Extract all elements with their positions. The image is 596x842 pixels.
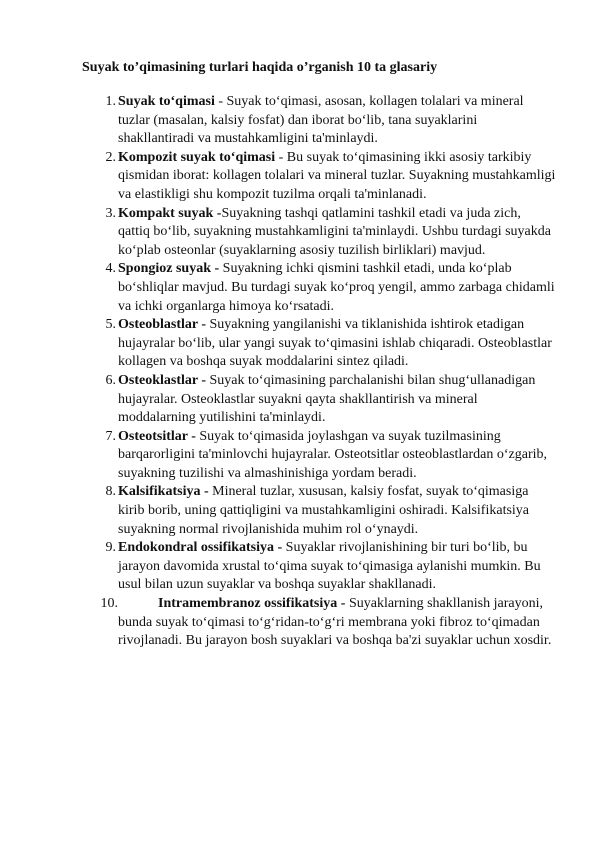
glossary-item-2 [0, 149, 596, 205]
glossary-item-10 [0, 595, 596, 651]
item-term: Spongioz suyak - [118, 261, 220, 277]
item-term: Osteoblastlar - [118, 317, 207, 333]
item-number: 9. [105, 540, 116, 556]
item-definition: Suyak to‘qimasining parchalanishi bilan shug‘ullanadigan hujayralar. Osteoklastlar suyakni qayta shakllantirish va mineral moddalarning yutilishini ta'minlaydi. [118, 372, 536, 426]
item-definition: Suyakning yangilanishi va tiklanishida ishtirok etadigan hujayralar bo‘lib, ular yangi suyak to‘qimasini ishlab chiqaradi. Osteoblastlar kollagen va boshqa suyak moddalarini sintez qiladi. [118, 317, 552, 370]
item-definition: Suyaklarning shakllanish jarayoni, bunda suyak to‘qimasi to‘g‘ridan-to‘g‘ri membrana yoki fibroz to‘qimadan rivojlanadi. Bu jarayon bosh suyaklari va boshqa ba'zi suyaklar uchun xosdir. [118, 596, 552, 649]
item-number: 10. [100, 596, 118, 612]
glossary-list [0, 93, 596, 651]
item-number: 2. [105, 149, 116, 165]
item-number: 3. [105, 205, 116, 221]
item-definition: Suyak to‘qimasida joylashgan va suyak tuzilmasining barqarorligini ta'minlovchi hujayralar. Osteotsitlar osteoblastlardan o‘zgarib, suyakning tuzilishi va almashinishiga yordam beradi. [118, 428, 548, 481]
glossary-item-1 [0, 93, 596, 149]
item-definition: Suyaklar rivojlanishining bir turi bo‘lib, bu jarayon davomida xrustal to‘qima suyak to‘qimasiga aylanishi mumkin. Bu usul bilan uzun suyaklar va boshqa suyaklar shakllanadi. [118, 540, 541, 593]
glossary-item-5 [0, 316, 596, 372]
item-term: Intramembranoz ossifikatsiya - [158, 596, 346, 612]
item-number: 7. [105, 428, 116, 444]
item-term: Endokondral ossifikatsiya - [118, 540, 283, 556]
glossary-item-9 [0, 539, 596, 595]
item-definition: Suyakning tashqi qatlamini tashkil etadi va juda zich, qattiq bo‘lib, suyakning mustahkamligini ta'minlaydi. Ushbu turdagi suyakda ko‘plab osteonlar (suyaklarning asosiy tuzilish birliklari) mavjud. [118, 205, 551, 258]
item-definition: - Bu suyak to‘qimasining ikki asosiy tarkibiy qismidan iborat: kollagen tolalari va mineral tuzlar. Suyakning mustahkamligi va elastikligi shu kompozit tuzilma orqali ta'minlanadi. [118, 149, 556, 202]
glossary-item-6 [0, 372, 596, 428]
item-definition: Suyakning ichki qismini tashkil etadi, unda ko‘plab bo‘shliqlar mavjud. Bu turdagi suyak ko‘proq yengil, ammo zarbaga chidamli va ichki organlarga himoya ko‘rsatadi. [118, 261, 555, 314]
item-term: Osteoklastlar - [118, 372, 207, 388]
item-term: Kalsifikatsiya - [118, 484, 209, 500]
item-number: 4. [105, 261, 116, 277]
item-number: 5. [105, 317, 116, 333]
item-number: 8. [105, 484, 116, 500]
glossary-item-8 [0, 483, 596, 539]
item-term: Kompozit suyak to‘qimasi [118, 149, 276, 165]
glossary-item-7 [0, 428, 596, 484]
item-term: Kompakt suyak - [118, 205, 222, 221]
glossary-item-4 [0, 260, 596, 316]
item-term: Osteotsitlar - [118, 428, 196, 444]
item-term: Suyak to‘qimasi [118, 94, 215, 109]
item-definition: - Suyak to‘qimasi, asosan, kollagen tolalari va mineral tuzlar (masalan, kalsiy fosfat) dan iborat bo‘lib, tana suyaklarini shakllantiradi va mustahkamligini ta'minlaydi. [118, 94, 524, 147]
glossary-item-3 [0, 205, 596, 261]
item-definition: Mineral tuzlar, xususan, kalsiy fosfat, suyak to‘qimasiga kirib borib, uning qattiqligini va mustahkamligini oshiradi. Kalsifikatsiya suyakning normal rivojlanishida muhim rol o‘ynaydi. [118, 484, 530, 537]
document-title: Suyak to’qimasining turlari haqida o’rganish 10 ta glasariy [82, 60, 438, 75]
item-number: 1. [105, 94, 116, 109]
item-number: 6. [105, 372, 116, 388]
